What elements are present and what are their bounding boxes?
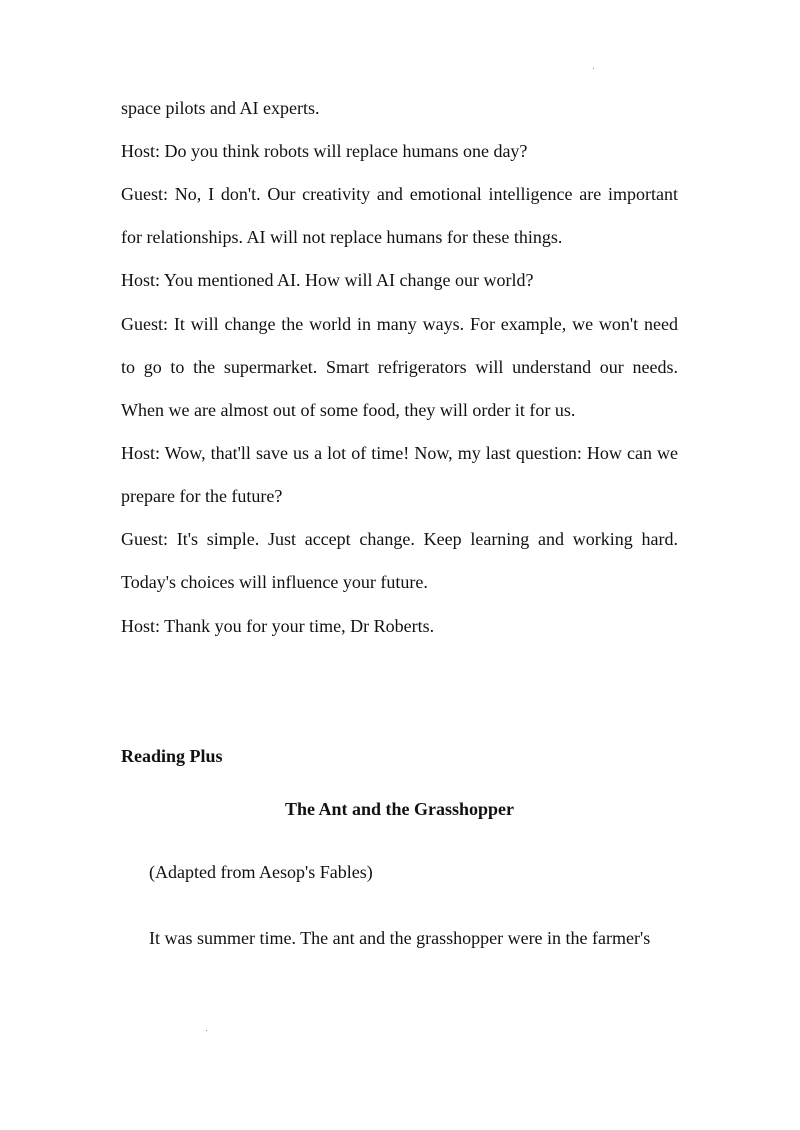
dialogue-line-continuation: space pilots and AI experts. [121,98,320,118]
dialogue-line-guest: Guest: It's simple. Just accept change. Keep learning and working hard. Today's choices will influence your future. [121,529,678,592]
story-title: The Ant and the Grasshopper [284,799,515,819]
story-source: (Adapted from Aesop's Fables) [149,862,373,882]
section-heading: Reading Plus [121,746,223,766]
dialogue-line-host: Host: Wow, that'll save us a lot of time! Now, my last question: How can we prepare for the future? [121,443,678,506]
story-paragraph: It was summer time. The ant and the grasshopper were in the farmer's [149,928,651,948]
page-mark [593,68,594,69]
page-mark [206,1030,207,1031]
dialogue-line-host: Host: You mentioned AI. How will AI change our world? [121,270,534,290]
dialogue-line-guest: Guest: No, I don't. Our creativity and emotional intelligence are important for relationships. AI will not replace humans for these things. [121,184,678,247]
dialogue-line-guest: Guest: It will change the world in many ways. For example, we won't need to go to the supermarket. Smart refrigerators will understand our needs. When we are almost out of some food, they will order it for us. [121,314,678,420]
dialogue-line-host: Host: Do you think robots will replace humans one day? [121,141,528,161]
dialogue-line-host: Host: Thank you for your time, Dr Roberts. [121,616,435,636]
